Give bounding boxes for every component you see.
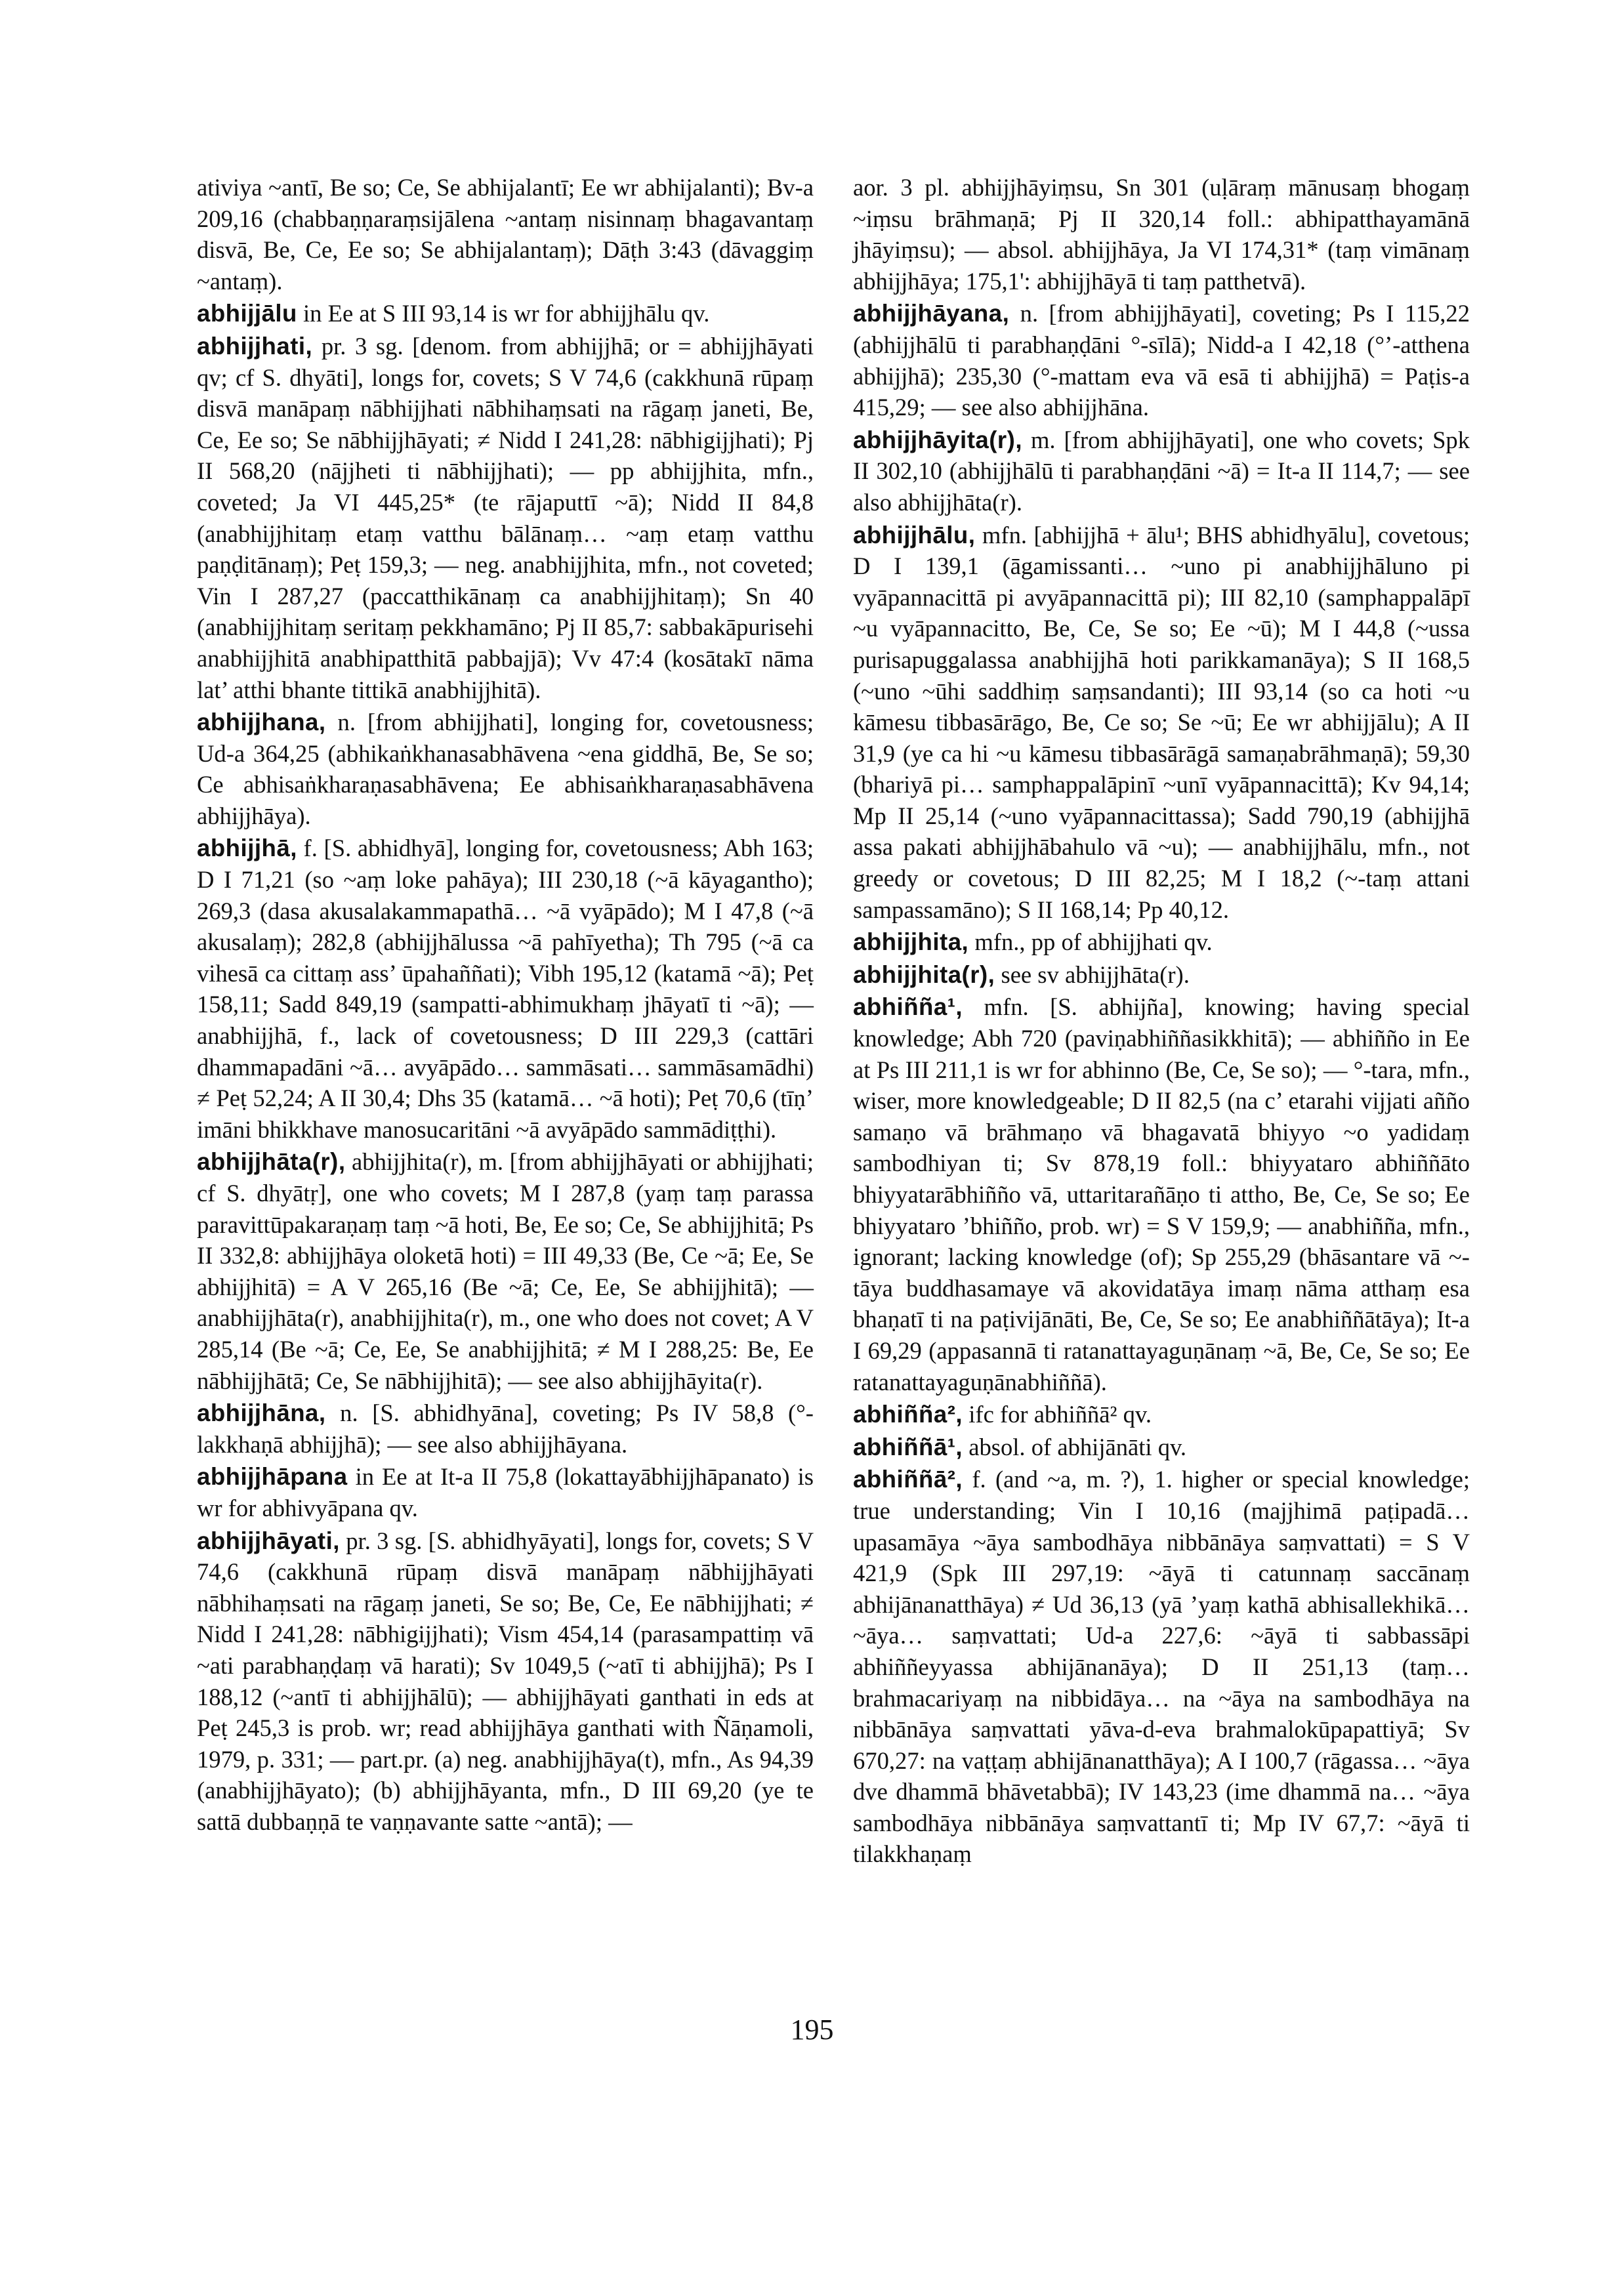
headword: abhijjālu (197, 300, 297, 327)
entry-abhijjhana-n (197, 1397, 814, 1460)
entry-abhijjha (197, 833, 814, 1145)
entry-text: n. [from abhijjhati], longing for, covetousness; Ud-a 364,25 (abhikaṅkhanasabhāvena ~ena giddhā, Be, Se so; Ce abhisaṅkharaṇasabhāvena; Ee abhisaṅkharaṇasabhāvena abhijjhāya). (197, 709, 814, 829)
entry-abhijjhatar (197, 1146, 814, 1396)
entry-text: n. [S. abhidhyāna], coveting; Ps IV 58,8 (°-lakkhaṇā abhijjhā); — see also abhijjhāyana. (197, 1399, 814, 1458)
entry-abhinnaa2 (853, 1464, 1470, 1870)
headword: abhijjhāyana, (853, 300, 1010, 327)
entry-text: aor. 3 pl. abhijjhāyiṃsu, Sn 301 (uḷāraṃ mānusaṃ bhogaṃ ~iṃsu brāhmaṇā; Pj II 320,14 foll.: abhipatthayamānā jhāyiṃsu); — absol. abhijjhāya, Ja VI 174,31* (taṃ vimānaṃ abhijjhāya; 175,1': abhijjhāyā ti taṃ patthetvā). (853, 174, 1470, 295)
headword: abhijjhana, (197, 709, 326, 736)
entry-text: mfn. [abhijjhā + ālu¹; BHS abhidhyālu], covetous; D I 139,1 (āgamissanti… ~uno pi anabhijjhāluno pi vyāpannacittā pi avyāpannacittā pi); III 82,10 (samphappalāpī ~u vyāpannacitto, Be, Ce, Se so; Ee ~ū); M I 44,8 (~ussa purisapuggalassa anabhijjhā hoti parikkamanāya); S II 168,5 (~uno ~ūhi saddhiṃ saṃsandanti); III 93,14 (so ca hoti ~u kāmesu tibbasārāgo, Be, Ce so; Se ~ū; Ee wr abhijjālu); A II 31,9 (ye ca hi ~u kāmesu tibbasārāgā samaṇabrāhmaṇā); 59,30 (bhariyā pi… samphappalāpinī ~unī vyāpannacittā); Kv 94,14; Mp II 25,14 (~uno vyāpannacittassa); Sadd 790,19 (abhijjhā assa pakati abhijjhābahulo vā ~u); — anabhijjhālu, mfn., not greedy or covetous; D III 82,25; M I 18,2 (~-taṃ attani sampassamāno); S II 168,14; Pp 40,12. (853, 521, 1470, 923)
entry-text: ativiya ~antī, Be so; Ce, Se abhijalantī; Ee wr abhijalanti); Bv-a 209,16 (chabbaṇṇaraṃsijālena ~antaṃ nisinnaṃ bhagavantaṃ disvā, Be, Ce, Ee so; Se abhijalantaṃ); Dāṭh 3:43 (dāvaggiṃ ~antaṃ). (197, 174, 814, 295)
entry-text: ifc for abhiññā² qv. (963, 1401, 1152, 1428)
entry-abhijjhayitar (853, 424, 1470, 518)
entry-abhijjhayati (197, 1525, 814, 1838)
headword: abhijjhāna, (197, 1399, 326, 1427)
entry-abhijjhana (197, 707, 814, 831)
entry-text: see sv abhijjhāta(r). (995, 961, 1190, 988)
headword: abhijjhāyita(r), (853, 426, 1022, 453)
headword: abhijjhita, (853, 928, 969, 956)
entry-text: in Ee at It-a II 75,8 (lokattayābhijjhāpanato) is wr for abhivyāpana qv. (197, 1463, 814, 1521)
entry-abhinna1 (853, 991, 1470, 1397)
headword: abhiññā², (853, 1466, 963, 1493)
entry-text: f. [S. abhidhyā], longing for, covetousness; Abh 163; D I 71,21 (so ~aṃ loke pahāya); III 230,18 (~ā kāyagantho); 269,3 (dasa akusalakammapathā… ~ā vyāpādo); M I 47,8 (~ā akusalaṃ); 282,8 (abhijjhālussa ~ā pahīyetha); Th 795 (~ā ca vihesā ca cittaṃ ass’ ūpahaññati); Vibh 195,12 (katamā ~ā); Peṭ 158,11; Sadd 849,19 (sampatti-abhimukhaṃ jhāyatī ti ~ā); — anabhijjhā, f., lack of covetousness; D III 229,3 (cattāri dhammapadāni ~ā… avyāpādo… sammāsati… sammāsamādhi) ≠ Peṭ 52,24; A II 30,4; Dhs 35 (katamā… ~ā hoti); Peṭ 70,6 (tīṇ’ imāni bhikkhave manosucaritāni ~ā avyāpādo sammādiṭṭhi). (197, 835, 814, 1143)
headword: abhijjhāyati, (197, 1527, 340, 1554)
left-column (197, 172, 814, 1837)
headword: abhijjhālu, (853, 521, 976, 548)
headword: abhijjhāpana (197, 1463, 348, 1491)
entry-abhijjhapana (197, 1461, 814, 1523)
entry-text: pr. 3 sg. [S. abhidhyāyati], longs for, covets; S V 74,6 (cakkhunā rūpaṃ disvā manāpaṃ nābhijjhāyati nābhihaṃsati na rāgaṃ janeti, Se so; Be, Ce, Ee nābhijjhati; ≠ Nidd I 241,28: nābhigijjhati); Vism 454,14 (parasampattiṃ vā ~ati parabhaṇḍaṃ vā harati); Sv 1049,5 (~atī ti abhijjhā); Ps I 188,12 (~antī ti abhijjhālū); — abhijjhāyati ganthati in eds at Peṭ 245,3 is prob. wr; read abhijjhāya ganthati with Ñāṇamoli, 1979, p. 331; — part.pr. (a) neg. anabhijjhāya(t), mfn., As 94,39 (anabhijjhāyato); (b) abhijjhāyanta, mfn., D III 69,20 (ye te sattā dubbaṇṇā te vaṇṇavante satte ~antā); — (197, 1527, 814, 1835)
page-number: 195 (790, 2014, 834, 2046)
entry-abhinna2 (853, 1399, 1470, 1430)
headword: abhiññā¹, (853, 1433, 963, 1460)
entry-text: m. [from abhijjhāyati], one who covets; Spk II 302,10 (abhijjhālū ti parabhaṇḍāni ~ā) = It-a II 114,7; — see also abhijjhāta(r). (853, 426, 1470, 516)
entry-text: n. [from abhijjhāyati], coveting; Ps I 115,22 (abhijjhālū ti parabhaṇḍāni °-sīlā); Nidd-a I 42,18 (°’-atthena abhijjhā); 235,30 (°-mattam eva vā esā ti abhijjhā) = Paṭis-a 415,29; — see also abhijjhāna. (853, 300, 1470, 421)
entry-abhijjhati (197, 331, 814, 705)
entry-abhijjhita (853, 926, 1470, 958)
headword: abhijjhāta(r), (197, 1148, 346, 1176)
entry-text: mfn., pp of abhijjhati qv. (968, 928, 1213, 956)
right-column (853, 172, 1470, 1870)
entry-abhijjhayana (853, 298, 1470, 423)
entry-abhijjhitar (853, 959, 1470, 991)
entry-abhinnaa1 (853, 1432, 1470, 1463)
headword: abhiñña¹, (853, 993, 963, 1021)
entry-text: in Ee at S III 93,14 is wr for abhijjhālu qv. (297, 300, 710, 327)
entry-text: mfn. [S. abhijña], knowing; having special knowledge; Abh 720 (paviṇabhiññasikkhitā); — abhiñño in Ee at Ps III 211,1 is wr for abhinno (Be, Ce, Se so); — °-tara, mfn., wiser, more knowledgeable; D II 82,5 (na c’ etarahi vijjati añño samaṇo vā brāhmaṇo vā bhagavatā bhiyyo ~o yadidaṃ sambodhiyan ti; Sv 878,19 foll.: bhiyyataro abhiññāto bhiyyatarābhiñño vā, uttaritarañāṇo ti attho, Be, Ce, Se so; Ee bhiyyataro ’bhiñño, prob. wr) = S V 159,9; — anabhiñña, mfn., ignorant; lacking knowledge (of); Sp 255,29 (bhāsantare vā ~-tāya buddhasamaye vā akovidatāya imaṃ nāma atthaṃ esa bhaṇatī ti na paṭivijānāti, Be, Ce, Se so; Ee anabhiññātāya); It-a I 69,29 (appasannā ti ratanattayaguṇānaṃ ~ā, Be, Ce, Se so; Ee ratanattayaguṇānabhiññā). (853, 993, 1470, 1396)
entry-abhijjalu (197, 298, 814, 329)
entry-abhijjhalu (853, 520, 1470, 926)
headword: abhiñña², (853, 1401, 963, 1428)
entry-text: absol. of abhijānāti qv. (963, 1433, 1187, 1460)
entry-continued (853, 172, 1470, 297)
headword: abhijjhita(r), (853, 961, 995, 988)
headword: abhijjhati, (197, 332, 313, 360)
entry-text: pr. 3 sg. [denom. from abhijjhā; or = abhijjhāyati qv; cf S. dhyāti], longs for, covets; S V 74,6 (cakkhunā rūpaṃ disvā manāpaṃ nābhijjhati nābhihaṃsati na rāgaṃ janeti, Be, Ce, Ee so; Se nābhijjhāyati; ≠ Nidd I 241,28: nābhigijjhati); Pj II 568,20 (nājjheti ti nābhijjhati); — pp abhijjhita, mfn., coveted; Ja VI 445,25* (te rājaputtī ~ā); Nidd II 84,8 (anabhijjhitaṃ etaṃ vatthu bālānaṃ… ~aṃ etaṃ vatthu paṇḍitānaṃ); Peṭ 159,3; — neg. anabhijjhita, mfn., not coveted; Vin I 287,27 (paccatthikānaṃ ca anabhijjhitaṃ); Sn 40 (anabhijjhitaṃ seritaṃ pekkhamāno; Pj II 85,7: sabbakāpurisehi anabhijjhitā anabhipatthitā pabbajjā); Vv 47:4 (kosātakī nāma lat’ atthi bhante tittikā anabhijjhitā). (197, 332, 814, 703)
headword: abhijjhā, (197, 835, 297, 862)
entry-0 (197, 172, 814, 297)
entry-text: abhijjhita(r), m. [from abhijjhāyati or abhijjhati; cf S. dhyātṛ], one who covets; M I 287,8 (yaṃ taṃ parassa paravittūpakaraṇaṃ taṃ ~ā hoti, Be, Ee so; Ce, Se abhijjhitā; Ps II 332,8: abhijjhāya oloketā hoti) = III 49,33 (Be, Ce ~ā; Ee, Se abhijjhitā) = A V 265,16 (Be ~ā; Ce, Ee, Se abhijjhitā); — anabhijjhāta(r), anabhijjhita(r), m., one who does not covet; A V 285,14 (Be ~ā; Ce, Ee, Se anabhijjhitā; ≠ M I 288,25: Be, Ee nābhijjhātā; Ce, Se nābhijjhitā); — see also abhijjhāyita(r). (197, 1148, 814, 1394)
entry-text: f. (and ~a, m. ?), 1. higher or special knowledge; true understanding; Vin I 10,16 (majjhimā paṭipadā… upasamāya ~āya sambodhāya nibbānāya saṃvattati) = S V 421,9 (Spk III 297,19: ~āyā ti catunnaṃ saccānaṃ abhijānanatthāya) ≠ Ud 36,13 (yā ’yaṃ kathā abhisallekhikā… ~āya… saṃvattati; Ud-a 227,6: ~āyā ti sabbassāpi abhiññeyyassa abhijānanāya); D II 251,13 (taṃ… brahmacariyaṃ na nibbidāya… na ~āya na sambodhāya na nibbānāya saṃvattati yāva-d-eva brahmalokūpapattiyā; Sv 670,27: na vaṭṭaṃ abhijānanatthāya); A I 100,7 (rāgassa… ~āya dve dhammā bhāvetabbā); IV 143,23 (ime dhammā na… ~āya sambodhāya nibbānāya saṃvattantī ti; Mp IV 67,7: ~āyā ti tilakkhaṇaṃ (853, 1466, 1470, 1868)
